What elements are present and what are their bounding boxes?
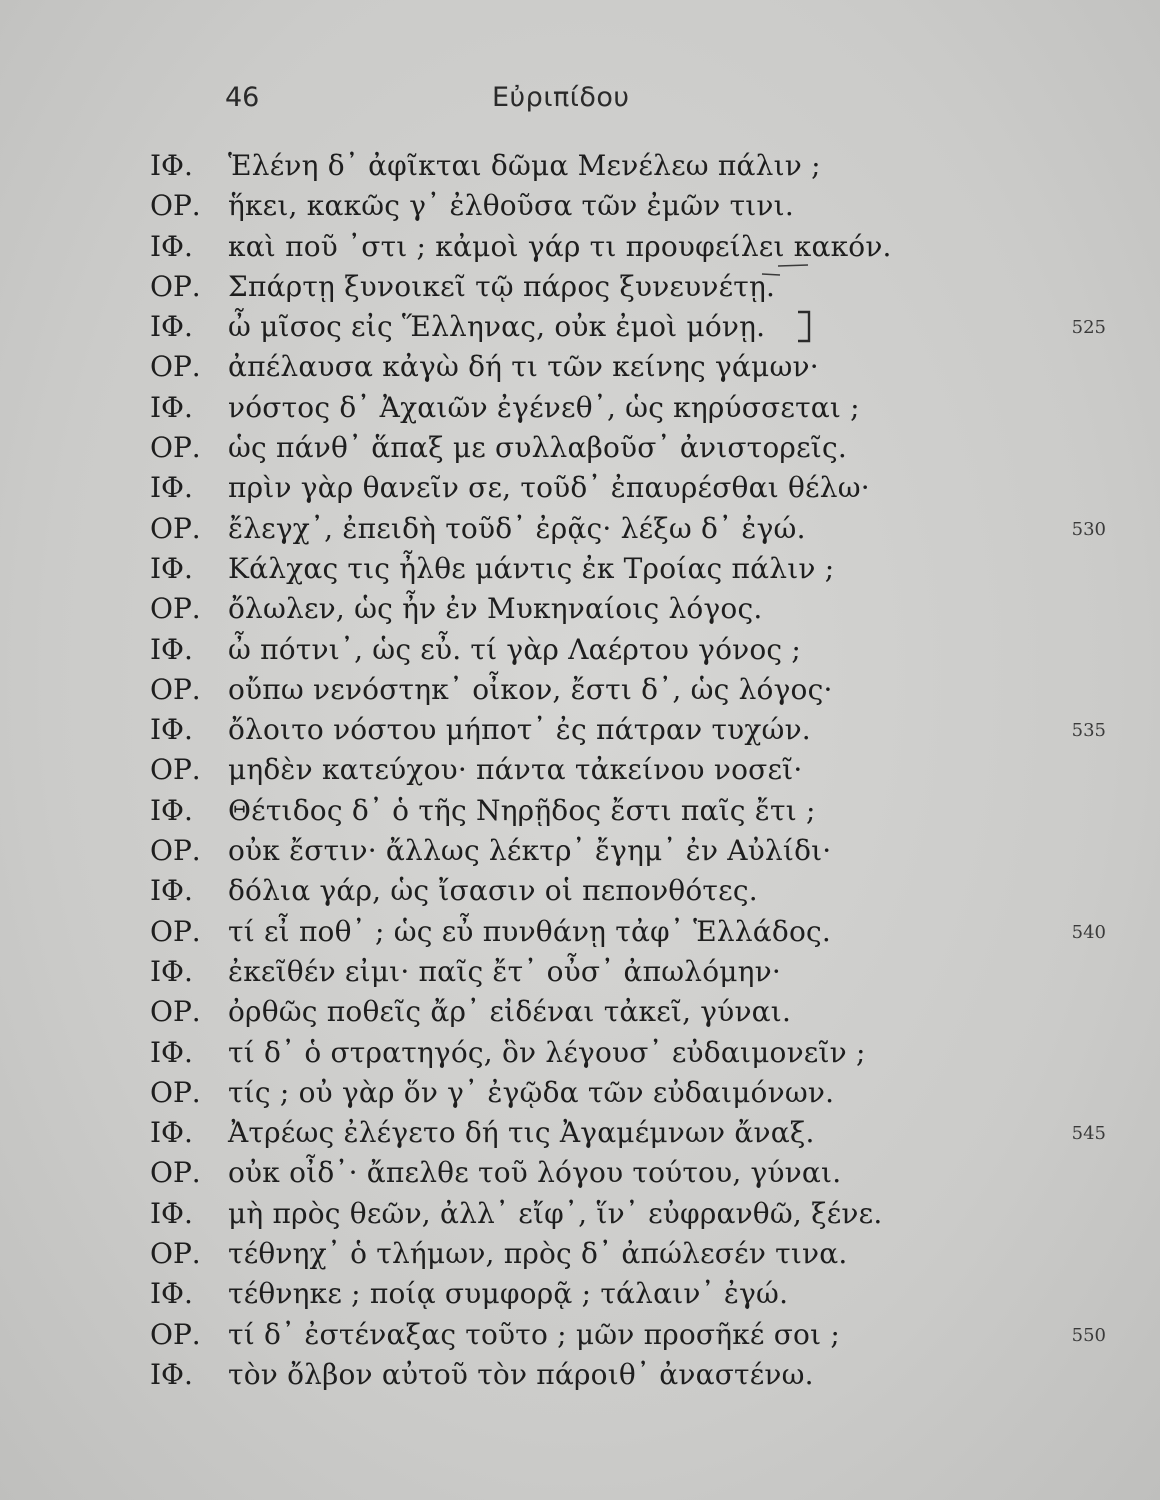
verse-text: ἀπέλαυσα κἀγὼ δή τι τῶν κείνης γάμων· xyxy=(228,350,819,384)
verse-line xyxy=(0,186,1160,226)
pencil-bracket-mark xyxy=(796,310,812,344)
verse-text: οὐκ ἔστιν· ἄλλως λέκτρ᾽ ἔγημ᾽ ἐν Αὐλίδι· xyxy=(228,834,832,868)
speaker-label: ΙΦ. xyxy=(150,1116,193,1150)
line-number: 545 xyxy=(1071,1123,1106,1145)
speaker-label: ΟΡ. xyxy=(150,511,201,545)
verse-text: ὀρθῶς ποθεῖς ἄρ᾽ εἰδέναι τἀκεῖ, γύναι. xyxy=(228,995,792,1029)
speaker-label: ΙΦ. xyxy=(150,310,193,344)
verse-text: τέθνηκε ; ποίᾳ συμφορᾷ ; τάλαιν᾽ ἐγώ. xyxy=(228,1277,789,1311)
verse-text: τί δ᾽ ὁ στρατηγός, ὃν λέγουσ᾽ εὐδαιμονεῖν ; xyxy=(228,1035,866,1069)
speaker-label: ΙΦ. xyxy=(150,632,193,666)
verse-text: τί εἶ ποθ᾽ ; ὡς εὖ πυνθάνῃ τἀφ᾽ Ἑλλάδος. xyxy=(228,914,832,948)
verse-line xyxy=(0,1234,1160,1274)
page-number: 46 xyxy=(225,82,260,113)
verse-text: Ἑλένη δ᾽ ἀφῖκται δῶμα Μενέλεω πάλιν ; xyxy=(228,149,821,182)
verse-text: οὐκ οἶδ᾽· ἄπελθε τοῦ λόγου τούτου, γύναι. xyxy=(228,1156,842,1190)
verse-text: τίς ; οὐ γὰρ ὅν γ᾽ ἐγῷδα τῶν εὐδαιμόνων. xyxy=(228,1075,835,1109)
speaker-label: ΟΡ. xyxy=(150,1317,201,1351)
verse-text: καὶ ποῦ ᾽στι ; κἀμοὶ γάρ τι προυφείλει κακόν. xyxy=(228,229,892,263)
verse-line xyxy=(0,912,1160,952)
verse-line xyxy=(0,347,1160,387)
verse-line xyxy=(0,1194,1160,1234)
speaker-label: ΟΡ. xyxy=(150,995,201,1029)
verse-text: νόστος δ᾽ Ἀχαιῶν ἐγένεθ᾽, ὡς κηρύσσεται ; xyxy=(228,390,860,424)
line-number: 530 xyxy=(1071,518,1106,540)
speaker-label: ΟΡ. xyxy=(150,672,201,706)
verse-line xyxy=(0,992,1160,1032)
verse-line xyxy=(0,549,1160,589)
verse-line xyxy=(0,670,1160,710)
speaker-label: ΙΦ. xyxy=(150,793,193,827)
speaker-label: ΙΦ. xyxy=(150,471,193,505)
speaker-label: ΟΡ. xyxy=(150,592,201,626)
verse-line xyxy=(0,227,1160,267)
speaker-label: ΟΡ. xyxy=(150,753,201,787)
speaker-label: ΟΡ. xyxy=(150,914,201,948)
verse-line xyxy=(0,1033,1160,1073)
line-number: 550 xyxy=(1071,1324,1106,1346)
speaker-label: ΟΡ. xyxy=(150,269,201,303)
verse-line xyxy=(0,146,1160,186)
verse-text: ἐκεῖθέν εἰμι· παῖς ἔτ᾽ οὖσ᾽ ἀπωλόμην· xyxy=(228,954,781,988)
speaker-label: ΙΦ. xyxy=(150,1357,193,1391)
verse-lines xyxy=(0,146,1160,1395)
speaker-label: ΙΦ. xyxy=(150,1277,193,1311)
speaker-label: ΙΦ. xyxy=(150,713,193,747)
line-number: 535 xyxy=(1071,720,1106,742)
verse-text: Σπάρτῃ ξυνοικεῖ τῷ πάρος ξυνευνέτῃ. xyxy=(228,269,776,303)
verse-text: Κάλχας τις ἦλθε μάντις ἐκ Τροίας πάλιν ; xyxy=(228,551,835,585)
verse-line xyxy=(0,307,1160,347)
verse-line xyxy=(0,1073,1160,1113)
verse-line xyxy=(0,831,1160,871)
verse-line xyxy=(0,710,1160,750)
verse-text: τὸν ὄλβον αὐτοῦ τὸν πάροιθ᾽ ἀναστένω. xyxy=(228,1357,814,1391)
verse-line xyxy=(0,267,1160,307)
speaker-label: ΟΡ. xyxy=(150,1237,201,1271)
verse-text: Θέτιδος δ᾽ ὁ τῆς Νηρῇδος ἔστι παῖς ἔτι ; xyxy=(228,793,816,827)
verse-line xyxy=(0,388,1160,428)
verse-text: ὄλοιτο νόστου μήποτ᾽ ἐς πάτραν τυχών. xyxy=(228,713,811,747)
verse-line xyxy=(0,1315,1160,1355)
line-number: 540 xyxy=(1071,921,1106,943)
speaker-label: ΟΡ. xyxy=(150,189,201,223)
speaker-label: ΙΦ. xyxy=(150,149,193,182)
running-title: Εὐριπίδου xyxy=(492,82,630,113)
speaker-label: ΟΡ. xyxy=(150,431,201,465)
verse-line xyxy=(0,1355,1160,1395)
verse-line xyxy=(0,1153,1160,1193)
verse-line xyxy=(0,428,1160,468)
speaker-label: ΙΦ. xyxy=(150,954,193,988)
verse-text: ἥκει, κακῶς γ᾽ ἐλθοῦσα τῶν ἐμῶν τινι. xyxy=(228,189,794,223)
speaker-label: ΙΦ. xyxy=(150,874,193,908)
verse-text: μὴ πρὸς θεῶν, ἀλλ᾽ εἴφ᾽, ἵν᾽ εὐφρανθῶ, ξένε. xyxy=(228,1196,883,1230)
pencil-underline-mark xyxy=(760,262,810,278)
verse-line xyxy=(0,1274,1160,1314)
verse-line xyxy=(0,952,1160,992)
verse-text: ὡς πάνθ᾽ ἅπαξ με συλλαβοῦσ᾽ ἀνιστορεῖς. xyxy=(228,431,847,465)
verse-line xyxy=(0,1113,1160,1153)
speaker-label: ΟΡ. xyxy=(150,1075,201,1109)
verse-text: τέθνηχ᾽ ὁ τλήμων, πρὸς δ᾽ ἀπώλεσέν τινα. xyxy=(228,1237,848,1271)
verse-text: τί δ᾽ ἐστέναξας τοῦτο ; μῶν προσῆκέ σοι ; xyxy=(228,1317,841,1351)
verse-line xyxy=(0,750,1160,790)
verse-line xyxy=(0,509,1160,549)
verse-line xyxy=(0,871,1160,911)
speaker-label: ΟΡ. xyxy=(150,834,201,868)
speaker-label: ΟΡ. xyxy=(150,350,201,384)
verse-line xyxy=(0,589,1160,629)
speaker-label: ΙΦ. xyxy=(150,1035,193,1069)
verse-text: ὄλωλεν, ὡς ἦν ἐν Μυκηναίοις λόγος. xyxy=(228,592,763,626)
verse-text: μηδὲν κατεύχου· πάντα τἀκείνου νοσεῖ· xyxy=(228,753,803,787)
speaker-label: ΙΦ. xyxy=(150,1196,193,1230)
verse-text: Ἀτρέως ἐλέγετο δή τις Ἀγαμέμνων ἄναξ. xyxy=(228,1116,815,1150)
verse-text: ἔλεγχ᾽, ἐπειδὴ τοῦδ᾽ ἐρᾷς· λέξω δ᾽ ἐγώ. xyxy=(228,511,806,545)
line-number: 525 xyxy=(1071,317,1106,339)
speaker-label: ΟΡ. xyxy=(150,1156,201,1190)
verse-text: οὔπω νενόστηκ᾽ οἶκον, ἔστι δ᾽, ὡς λόγος· xyxy=(228,672,833,706)
verse-line xyxy=(0,791,1160,831)
speaker-label: ΙΦ. xyxy=(150,229,193,263)
speaker-label: ΙΦ. xyxy=(150,551,193,585)
speaker-label: ΙΦ. xyxy=(150,390,193,424)
verse-text: δόλια γάρ, ὡς ἴσασιν οἱ πεπονθότες. xyxy=(228,874,758,908)
verse-line xyxy=(0,468,1160,508)
verse-text: πρὶν γὰρ θανεῖν σε, τοῦδ᾽ ἐπαυρέσθαι θέλω· xyxy=(228,471,870,505)
verse-text: ὦ πότνι᾽, ὡς εὖ. τί γὰρ Λαέρτου γόνος ; xyxy=(228,632,802,666)
verse-line xyxy=(0,630,1160,670)
verse-text: ὦ μῖσος εἰς Ἕλληνας, οὐκ ἐμοὶ μόνῃ. xyxy=(228,310,766,344)
